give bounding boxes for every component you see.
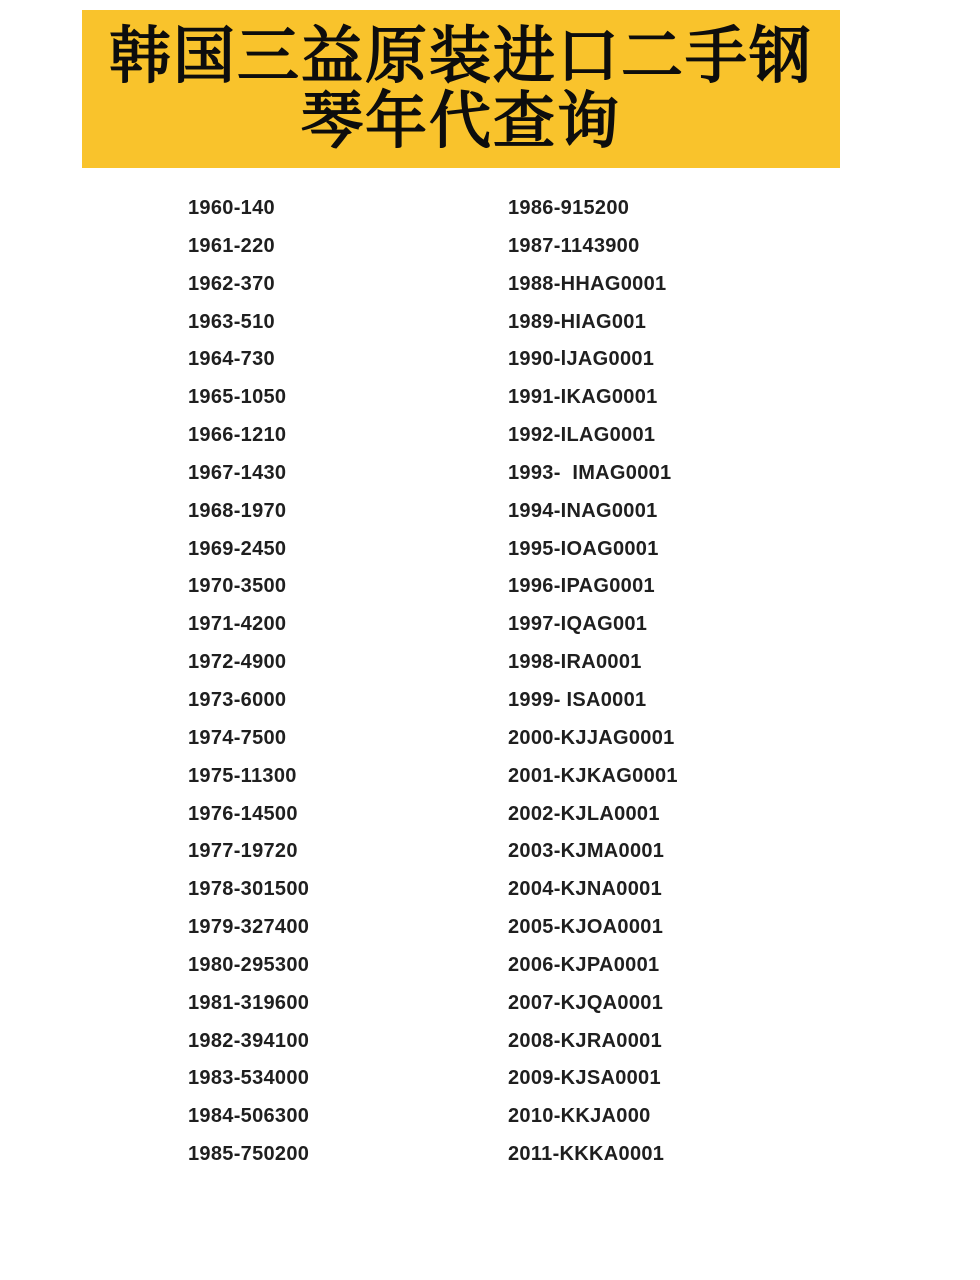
list-item: 1989-HIAG001 [508, 310, 647, 333]
serial-column-1986-2011 [508, 190, 678, 1174]
list-item: 1968-1970 [188, 499, 287, 522]
list-item: 1962-370 [188, 272, 275, 295]
list-item: 1990-lJAG0001 [508, 348, 655, 371]
list-item: 1963-510 [188, 310, 275, 333]
list-item: 1986-915200 [508, 197, 630, 219]
list-item: 1998-IRA0001 [508, 651, 642, 674]
list-item: 1981-319600 [188, 991, 310, 1014]
list-item: 2003-KJMA0001 [508, 840, 665, 863]
list-item: 1972-4900 [188, 651, 287, 674]
list-item: 1969-2450 [188, 537, 287, 560]
list-item: 1973-6000 [188, 688, 287, 711]
list-item: 2009-KJSA0001 [508, 1067, 661, 1090]
list-item: 2005-KJOA0001 [508, 916, 664, 939]
list-item: 2006-KJPA0001 [508, 953, 660, 976]
list-item: 1971-4200 [188, 613, 287, 636]
list-item: 1988-HHAG0001 [508, 272, 667, 295]
list-item: 1991-IKAG0001 [508, 386, 658, 409]
list-item: 1960-140 [188, 197, 275, 219]
list-item: 1978-301500 [188, 878, 310, 901]
list-item: 1999- ISA0001 [508, 688, 647, 711]
list-item: 1970-3500 [188, 575, 287, 598]
title-banner [82, 10, 840, 168]
list-item: 2004-KJNA0001 [508, 878, 662, 901]
list-item: 2010-KKJA000 [508, 1105, 651, 1128]
list-item: 1966-1210 [188, 424, 287, 447]
page-title-line2: 琴年代查询 [300, 87, 621, 156]
list-item: 1965-1050 [188, 386, 287, 409]
list-item: 2007-KJQA0001 [508, 991, 664, 1014]
list-item: 1974-7500 [188, 726, 287, 749]
list-item: 2002-KJLA0001 [508, 802, 660, 825]
list-item: 1976-14500 [188, 802, 298, 825]
list-item: 1996-IPAG0001 [508, 575, 655, 598]
list-item: 1993- IMAG0001 [508, 461, 672, 484]
list-item: 1983-534000 [188, 1067, 310, 1090]
list-item: 1997-IQAG001 [508, 613, 648, 636]
list-item: 1967-1430 [188, 461, 287, 484]
list-item: 1987-1143900 [508, 234, 640, 257]
list-item: 1977-19720 [188, 840, 298, 863]
list-item: 1964-730 [188, 348, 275, 371]
list-item: 1995-IOAG0001 [508, 537, 659, 560]
serial-column-1960-1985 [188, 190, 309, 1174]
list-item: 1984-506300 [188, 1105, 310, 1128]
list-item: 1975-11300 [188, 764, 297, 787]
list-item: 2000-KJJAG0001 [508, 726, 675, 749]
page-title-line1: 韩国三益原装进口二手钢 [108, 21, 813, 91]
list-item: 2011-KKKA0001 [508, 1143, 665, 1166]
list-item: 1992-ILAG0001 [508, 424, 656, 447]
list-item: 1982-394100 [188, 1029, 310, 1052]
list-item: 1985-750200 [188, 1143, 310, 1166]
list-item: 1979-327400 [188, 916, 310, 939]
list-item: 2008-KJRA0001 [508, 1029, 662, 1052]
list-item: 1980-295300 [188, 953, 310, 976]
list-item: 1994-INAG0001 [508, 499, 658, 522]
list-item: 1961-220 [188, 234, 275, 257]
list-item: 2001-KJKAG0001 [508, 764, 678, 787]
